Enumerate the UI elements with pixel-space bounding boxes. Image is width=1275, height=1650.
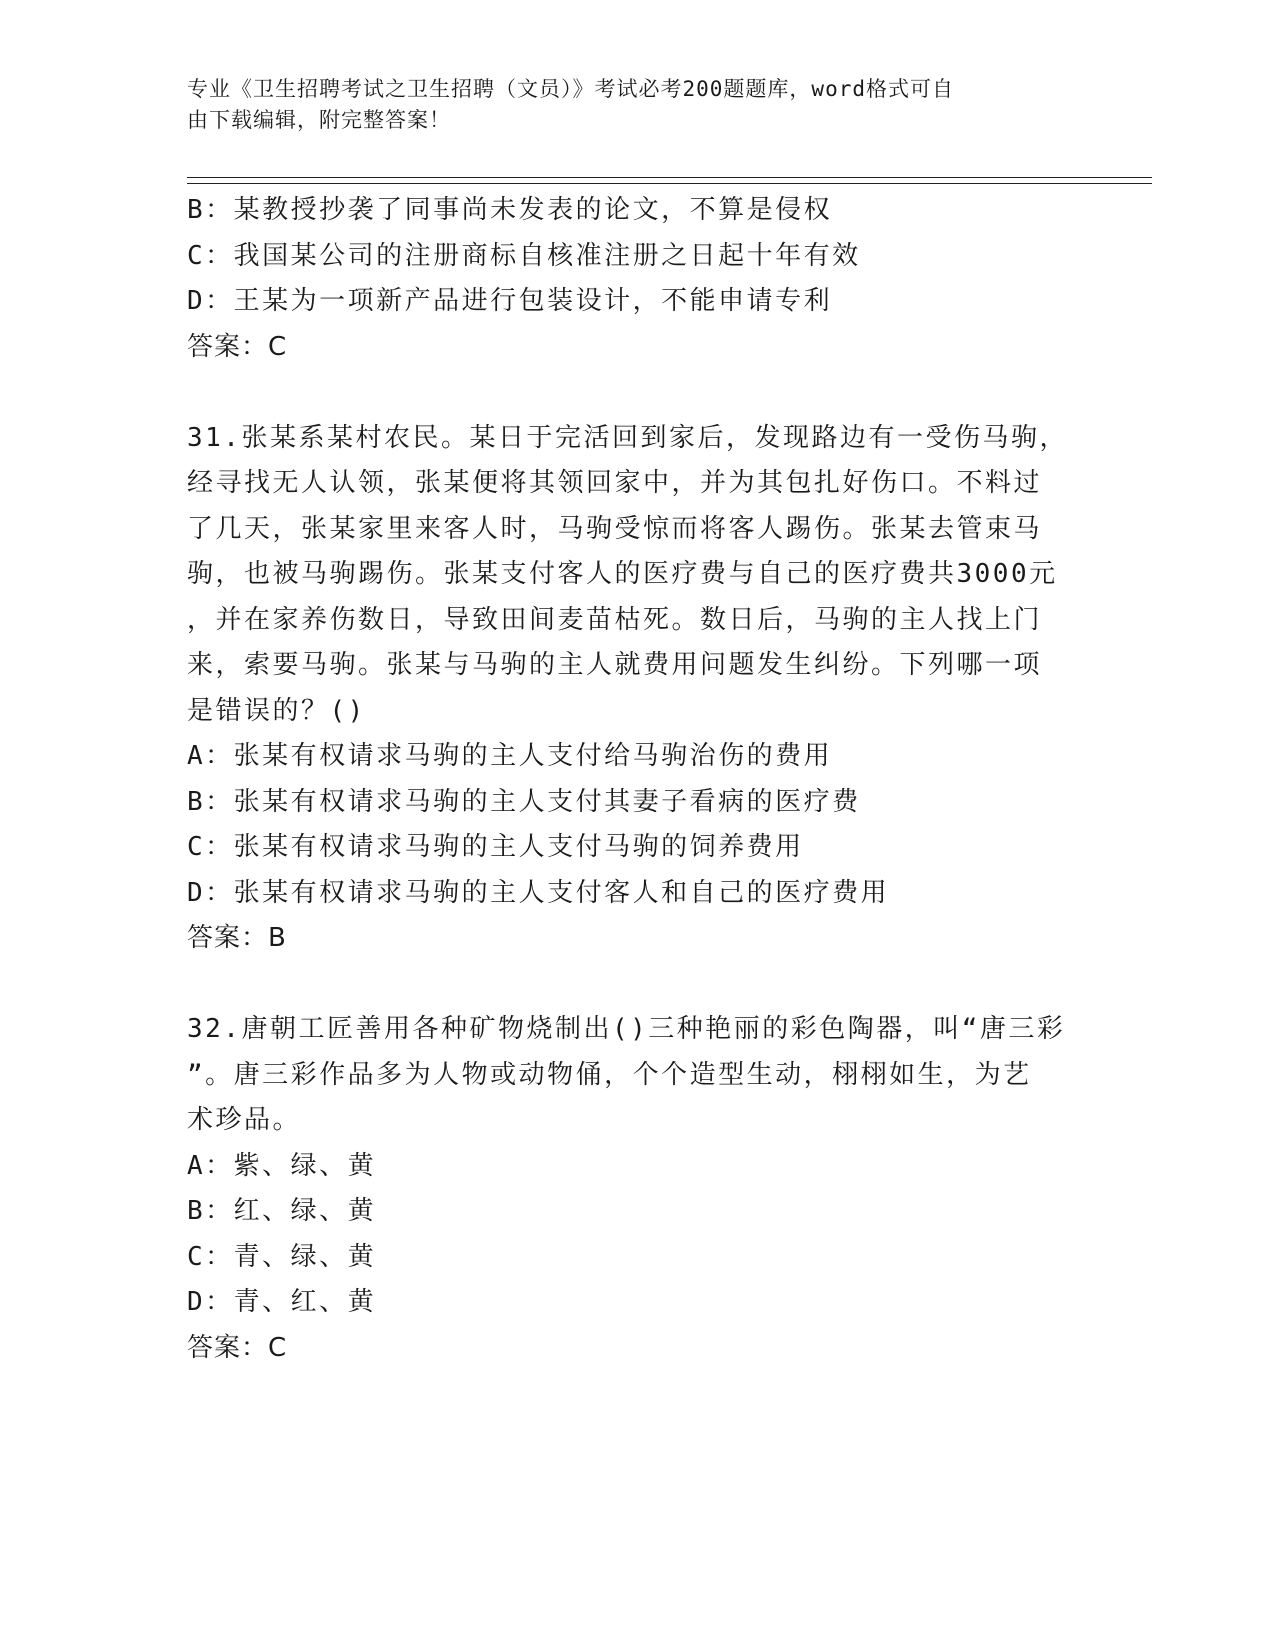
option-a: A：紫、绿、黄 <box>187 1150 377 1181</box>
option-d: D：王某为一项新产品进行包装设计，不能申请专利 <box>187 286 833 316</box>
question-stem-line: 31.张某系某村农民。某日于完活回到家后，发现路边有一受伤马驹， <box>187 422 1068 453</box>
question-content <box>187 188 1072 1371</box>
option-a: A：张某有权请求马驹的主人支付给马驹治伤的费用 <box>187 741 833 771</box>
question-stem-line: ，并在家养伤数日，导致田间麦苗枯死。数日后，马驹的主人找上门 <box>187 604 1043 635</box>
question-stem-line: 经寻找无人认领，张某便将其领回家中，并为其包扎好伤口。不料过 <box>187 468 1043 498</box>
answer-line: 答案：C <box>187 1332 288 1363</box>
option-c: C：我国某公司的注册商标自核准注册之日起十年有效 <box>187 240 861 271</box>
answer-line: 答案：C <box>187 331 288 362</box>
option-c: C：张某有权请求马驹的主人支付马驹的饲养费用 <box>187 832 804 862</box>
question-32 <box>187 1007 1072 1371</box>
option-c: C：青、绿、黄 <box>187 1241 377 1272</box>
option-b: B：红、绿、黄 <box>187 1196 377 1226</box>
question-31 <box>187 416 1072 962</box>
option-b: B：某教授抄袭了同事尚未发表的论文，不算是侵权 <box>187 195 833 225</box>
question-stem-line: ”。唐三彩作品多为人物或动物俑，个个造型生动，栩栩如生，为艺 <box>187 1059 1032 1090</box>
option-b: B：张某有权请求马驹的主人支付其妻子看病的医疗费 <box>187 786 861 817</box>
question-stem-line: 是错误的？() <box>187 695 366 726</box>
question-stem-line: 术珍品。 <box>187 1105 302 1135</box>
prev-question-block <box>187 188 1072 370</box>
option-d: D：青、红、黄 <box>187 1287 377 1317</box>
header-divider-bottom <box>187 183 1152 184</box>
answer-line: 答案：B <box>187 923 287 953</box>
question-stem-line: 了几天，张某家里来客人时，马驹受惊而将客人踢伤。张某去管束马 <box>187 513 1043 544</box>
question-stem-line: 来，索要马驹。张某与马驹的主人就费用问题发生纠纷。下列哪一项 <box>187 650 1043 680</box>
header-divider-top <box>187 177 1152 178</box>
spacer <box>187 962 1072 1008</box>
question-stem-line: 驹，也被马驹踢伤。张某支付客人的医疗费与自己的医疗费共3000元 <box>187 559 1058 589</box>
spacer <box>187 370 1072 416</box>
option-d: D：张某有权请求马驹的主人支付客人和自己的医疗费用 <box>187 877 890 908</box>
header-line-2: 由下载编辑，附完整答案！ <box>187 108 451 132</box>
question-stem-line: 32.唐朝工匠善用各种矿物烧制出()三种艳丽的彩色陶器，叫“唐三彩 <box>187 1014 1066 1044</box>
document-header <box>187 74 1067 136</box>
header-line-1: 专业《卫生招聘考试之卫生招聘（文员）》考试必考200题题库，word格式可自 <box>187 77 954 101</box>
